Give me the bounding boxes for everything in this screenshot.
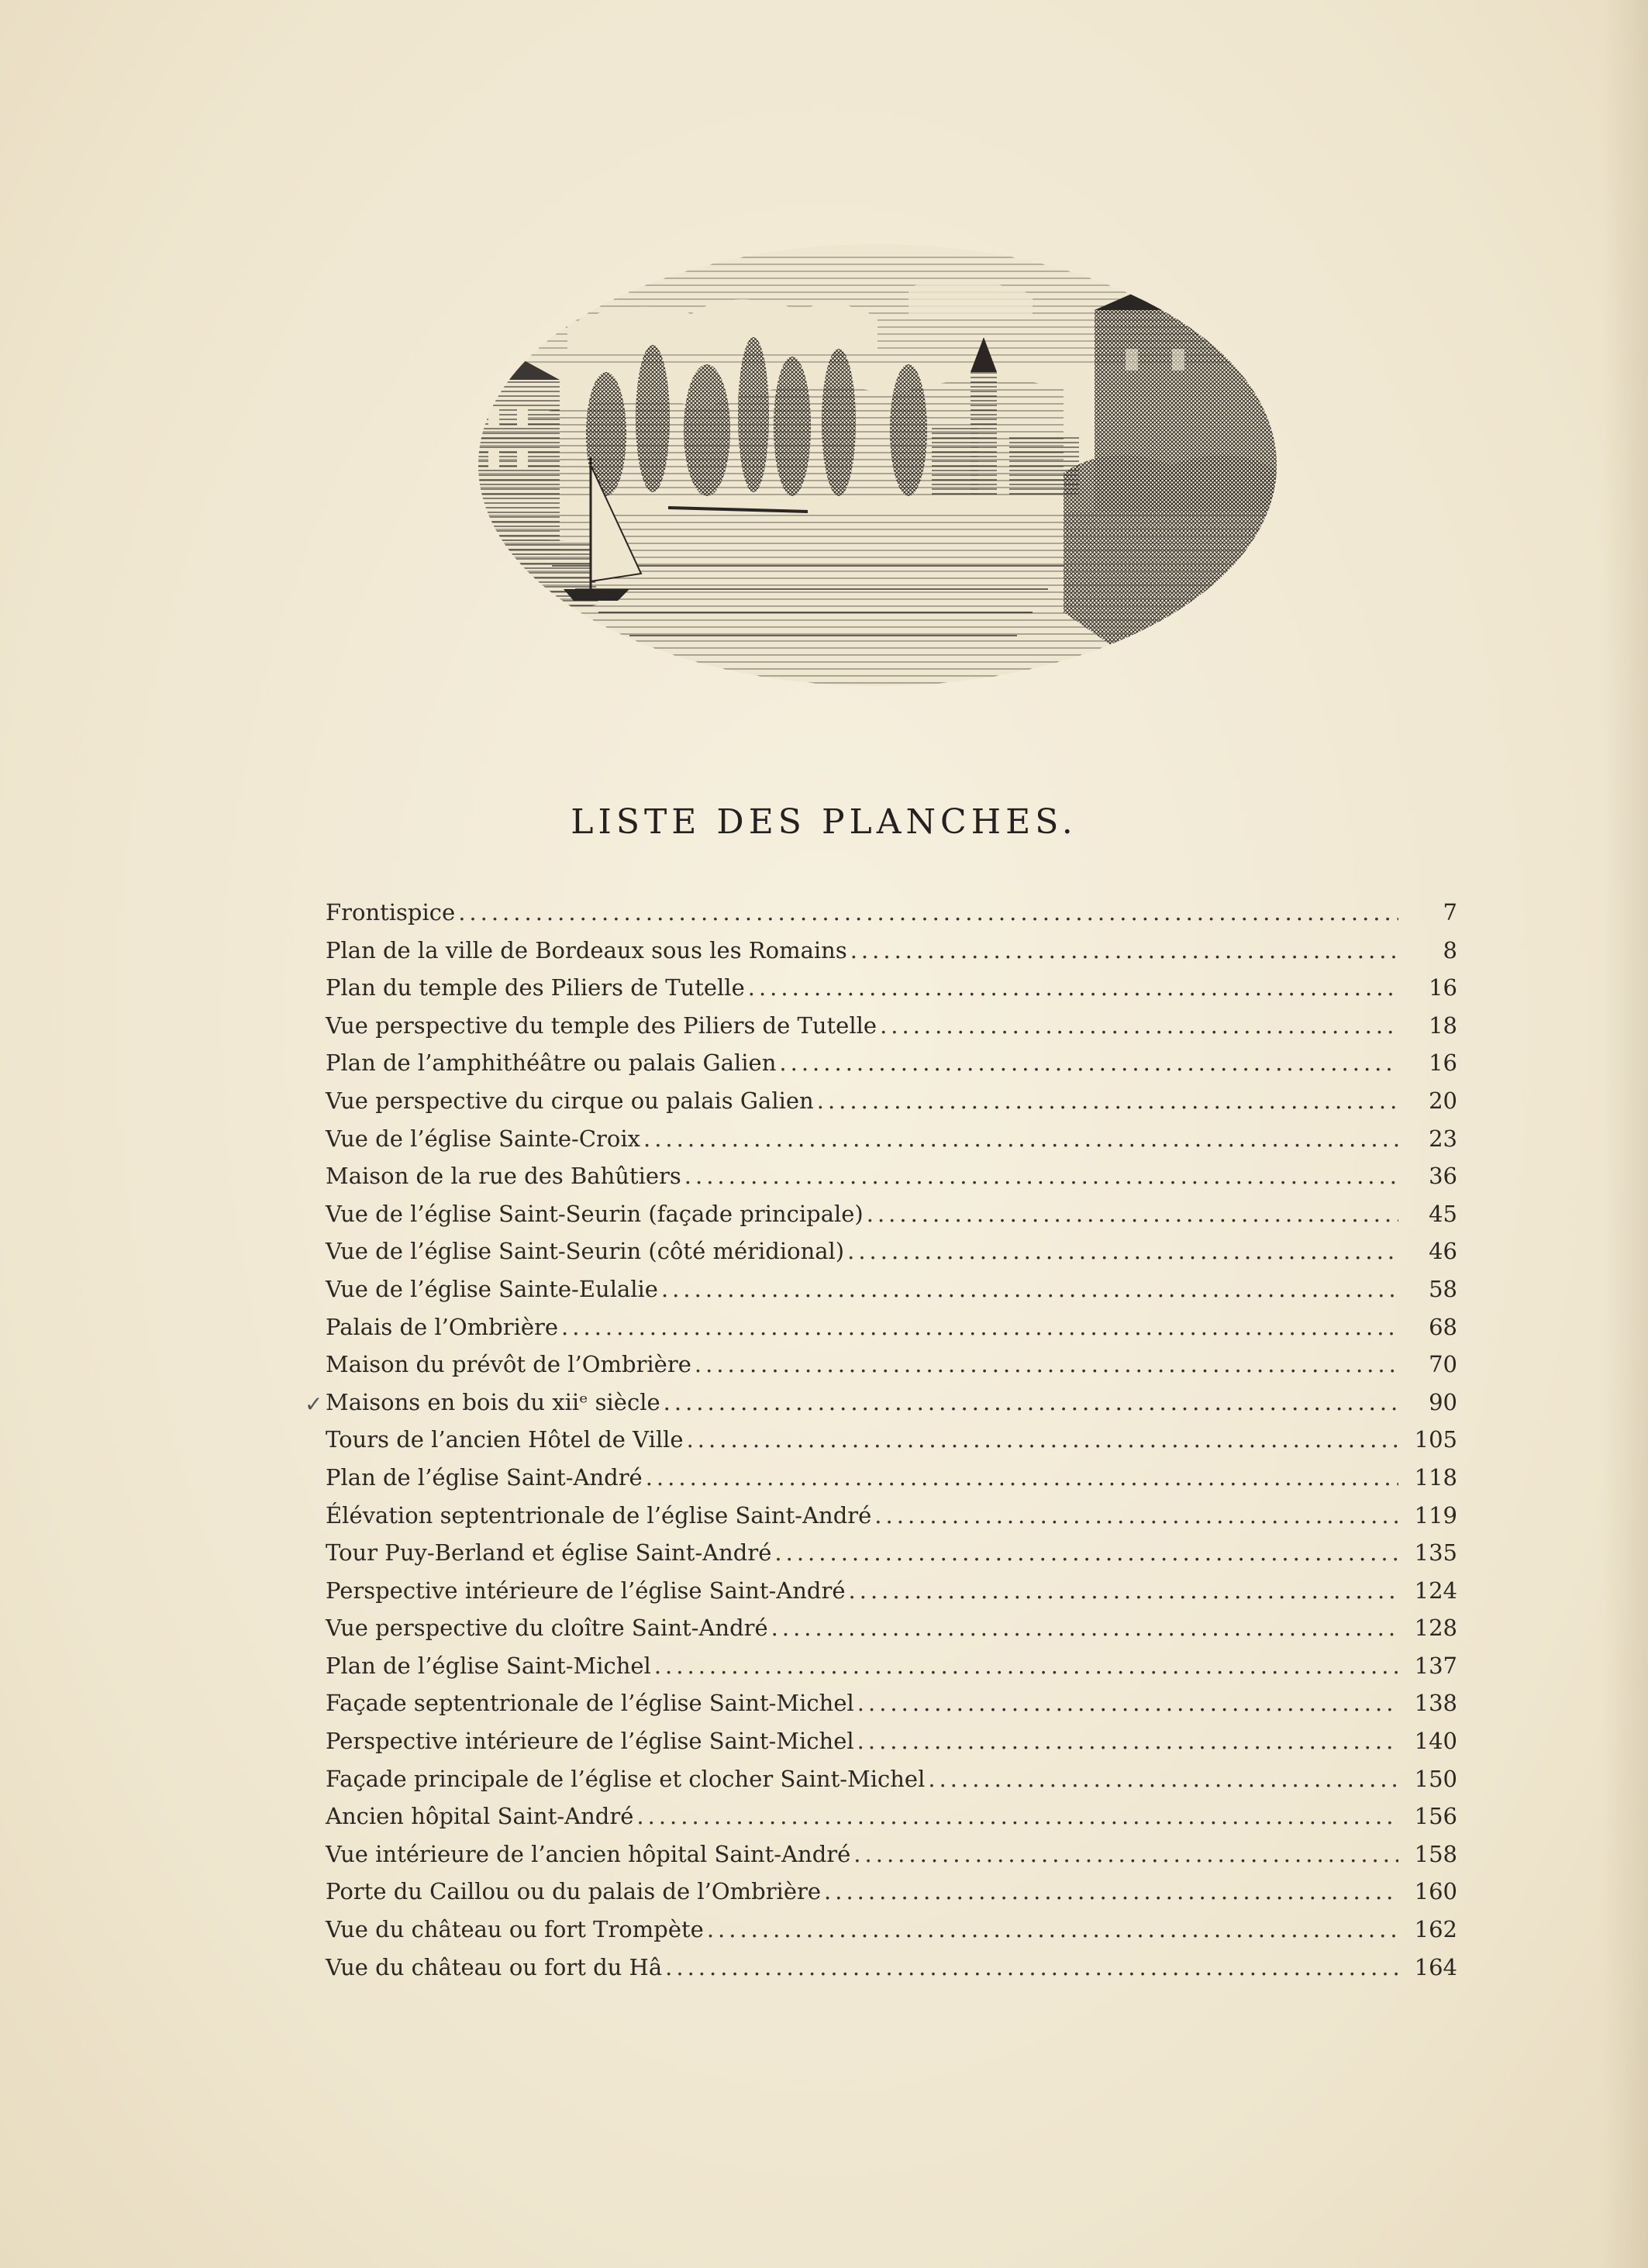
entry-page: 68 bbox=[1429, 1313, 1457, 1340]
entry-page: 124 bbox=[1414, 1577, 1457, 1604]
entry-label: Plan de l’église Saint-Michel bbox=[326, 1652, 651, 1679]
list-item bbox=[326, 932, 1457, 970]
entry-page: 164 bbox=[1414, 1953, 1457, 1980]
dot-leader bbox=[857, 1722, 1398, 1760]
entry-page: 140 bbox=[1414, 1728, 1457, 1755]
list-item bbox=[326, 1346, 1457, 1384]
entry-label: Tour Puy-Berland et église Saint-André bbox=[326, 1539, 772, 1567]
entry-label: Vue perspective du cloître Saint-André bbox=[326, 1615, 768, 1642]
dot-leader bbox=[779, 1044, 1398, 1082]
entry-page: 46 bbox=[1429, 1238, 1457, 1265]
entry-label: Plan de la ville de Bordeaux sous les Romains bbox=[326, 936, 847, 963]
dot-leader bbox=[880, 1007, 1398, 1045]
list-item bbox=[326, 1684, 1457, 1722]
entry-page: 16 bbox=[1429, 974, 1457, 1001]
dot-leader bbox=[684, 1157, 1398, 1195]
list-item bbox=[326, 1497, 1457, 1535]
dot-leader bbox=[643, 1120, 1398, 1158]
entry-page: 150 bbox=[1414, 1765, 1457, 1792]
dot-leader bbox=[928, 1760, 1398, 1798]
entry-label: Plan de l’amphithéâtre ou palais Galien bbox=[326, 1050, 777, 1077]
dot-leader bbox=[661, 1270, 1398, 1308]
dot-leader bbox=[665, 1949, 1398, 1987]
plates-list bbox=[326, 894, 1457, 1986]
entry-label: Porte du Caillou ou du palais de l’Ombrière bbox=[326, 1878, 822, 1905]
entry-label: Façade septentrionale de l’église Saint-Michel bbox=[326, 1690, 854, 1717]
list-item bbox=[326, 1609, 1457, 1647]
dot-leader bbox=[687, 1421, 1398, 1459]
entry-label: Maisons en bois du xiiᵉ siècle bbox=[326, 1388, 660, 1415]
entry-label: Perspective intérieure de l’église Saint-André bbox=[326, 1577, 846, 1604]
entry-page: 70 bbox=[1429, 1351, 1457, 1378]
dot-leader bbox=[774, 1534, 1398, 1572]
dot-leader bbox=[849, 1572, 1398, 1610]
entry-label: Frontispice bbox=[326, 899, 456, 925]
list-item bbox=[326, 1459, 1457, 1497]
list-item bbox=[326, 1835, 1457, 1873]
entry-label: Vue perspective du temple des Piliers de Tutelle bbox=[326, 1012, 877, 1039]
check-mark-icon: ✓ bbox=[305, 1391, 323, 1417]
entry-label: Perspective intérieure de l’église Saint-Michel bbox=[326, 1728, 854, 1755]
list-item bbox=[326, 1120, 1457, 1158]
dot-leader bbox=[664, 1384, 1398, 1422]
dot-leader bbox=[695, 1346, 1398, 1384]
entry-page: 160 bbox=[1414, 1878, 1457, 1905]
entry-label: Vue de l’église Saint-Seurin (façade principale) bbox=[326, 1200, 864, 1227]
list-item bbox=[326, 969, 1457, 1007]
dot-leader bbox=[771, 1609, 1398, 1647]
list-item bbox=[326, 1044, 1457, 1082]
entry-page: 23 bbox=[1429, 1125, 1457, 1152]
list-item bbox=[326, 1270, 1457, 1308]
entry-label: Maison du prévôt de l’Ombrière bbox=[326, 1351, 691, 1378]
dot-leader bbox=[707, 1911, 1398, 1949]
list-item bbox=[326, 1308, 1457, 1346]
entry-page: 156 bbox=[1414, 1803, 1457, 1830]
list-item bbox=[326, 1421, 1457, 1459]
entry-page: 137 bbox=[1414, 1652, 1457, 1679]
dot-leader bbox=[646, 1459, 1398, 1497]
dot-leader bbox=[850, 932, 1398, 970]
dot-leader bbox=[824, 1873, 1398, 1911]
list-item bbox=[326, 1157, 1457, 1195]
entry-page: 7 bbox=[1443, 899, 1457, 925]
list-item bbox=[326, 1007, 1457, 1045]
dot-leader bbox=[817, 1082, 1398, 1120]
entry-page: 45 bbox=[1429, 1200, 1457, 1227]
entry-page: 90 bbox=[1429, 1388, 1457, 1415]
entry-page: 36 bbox=[1429, 1163, 1457, 1190]
entry-label: Façade principale de l’église et clocher Saint-Michel bbox=[326, 1765, 926, 1792]
list-item bbox=[326, 1572, 1457, 1610]
entry-label: Tours de l’ancien Hôtel de Ville bbox=[326, 1426, 684, 1453]
list-item bbox=[326, 1760, 1457, 1798]
entry-label: Plan de l’église Saint-André bbox=[326, 1463, 643, 1491]
list-item bbox=[326, 1911, 1457, 1949]
dot-leader bbox=[654, 1647, 1398, 1685]
list-item bbox=[326, 894, 1457, 932]
entry-page: 135 bbox=[1414, 1539, 1457, 1567]
list-item bbox=[326, 1195, 1457, 1233]
entry-label: Vue intérieure de l’ancien hôpital Saint-André bbox=[326, 1840, 851, 1867]
page-title: LISTE DES PLANCHES. bbox=[571, 802, 1077, 842]
entry-label: Plan du temple des Piliers de Tutelle bbox=[326, 974, 745, 1001]
dot-leader bbox=[874, 1497, 1398, 1535]
dot-leader bbox=[458, 894, 1398, 932]
entry-page: 128 bbox=[1414, 1615, 1457, 1642]
entry-label: Maison de la rue des Bahûtiers bbox=[326, 1163, 681, 1190]
dot-leader bbox=[847, 1232, 1398, 1270]
entry-page: 138 bbox=[1414, 1690, 1457, 1717]
entry-label: Vue de l’église Saint-Seurin (côté méridional) bbox=[326, 1238, 845, 1265]
entry-page: 8 bbox=[1443, 936, 1457, 963]
entry-page: 162 bbox=[1414, 1916, 1457, 1943]
list-item bbox=[326, 1082, 1457, 1120]
entry-page: 58 bbox=[1429, 1275, 1457, 1302]
entry-page: 18 bbox=[1429, 1012, 1457, 1039]
list-item bbox=[326, 1873, 1457, 1911]
entry-page: 20 bbox=[1429, 1087, 1457, 1114]
entry-label: Ancien hôpital Saint-André bbox=[326, 1803, 634, 1830]
list-item bbox=[326, 1798, 1457, 1835]
list-item bbox=[326, 1722, 1457, 1760]
list-item bbox=[326, 1647, 1457, 1685]
dot-leader bbox=[748, 969, 1398, 1007]
entry-label: Palais de l’Ombrière bbox=[326, 1313, 559, 1340]
page-edge-shadow bbox=[1601, 0, 1648, 2268]
river-town-engraving-icon bbox=[474, 240, 1281, 690]
entry-page: 118 bbox=[1414, 1463, 1457, 1491]
entry-page: 158 bbox=[1414, 1840, 1457, 1867]
dot-leader bbox=[867, 1195, 1398, 1233]
entry-label: Vue de l’église Sainte-Eulalie bbox=[326, 1275, 658, 1302]
entry-label: Vue perspective du cirque ou palais Galien bbox=[326, 1087, 814, 1114]
dot-leader bbox=[857, 1684, 1398, 1722]
entry-page: 119 bbox=[1414, 1501, 1457, 1529]
dot-leader bbox=[561, 1308, 1398, 1346]
list-item bbox=[326, 1384, 1457, 1422]
dot-leader bbox=[636, 1798, 1398, 1835]
entry-label: Vue du château ou fort du Hâ bbox=[326, 1953, 663, 1980]
entry-label: Élévation septentrionale de l’église Saint-André bbox=[326, 1501, 872, 1529]
entry-label: Vue de l’église Sainte-Croix bbox=[326, 1125, 640, 1152]
entry-page: 16 bbox=[1429, 1050, 1457, 1077]
entry-page: 105 bbox=[1414, 1426, 1457, 1453]
entry-label: Vue du château ou fort Trompète bbox=[326, 1916, 704, 1943]
list-item bbox=[326, 1232, 1457, 1270]
list-item bbox=[326, 1949, 1457, 1987]
list-item bbox=[326, 1534, 1457, 1572]
dot-leader bbox=[853, 1835, 1398, 1873]
